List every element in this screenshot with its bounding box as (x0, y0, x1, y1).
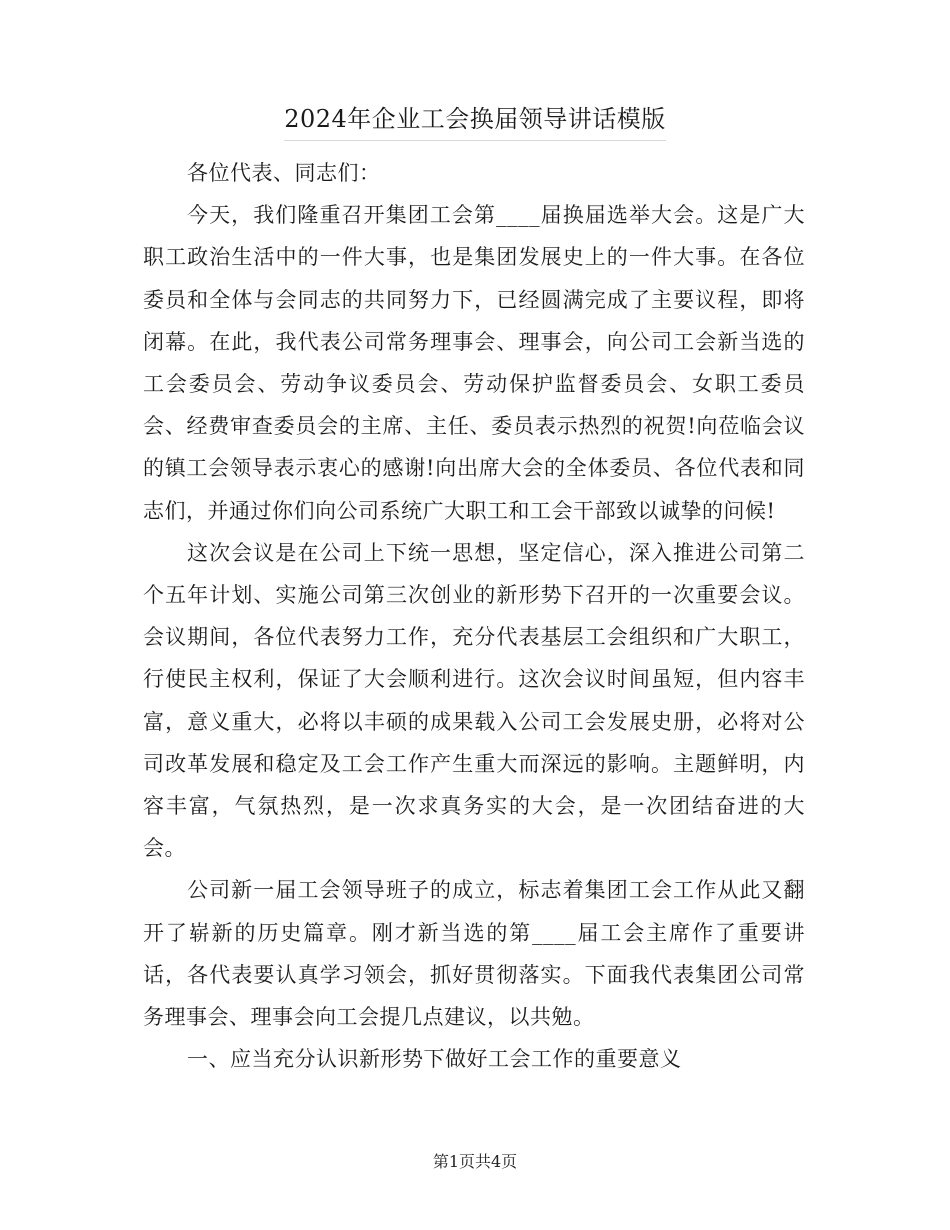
document-body (143, 152, 805, 1080)
document-title: 2024年企业工会换届领导讲话模版 (284, 100, 666, 141)
page-number-footer: 第1页共4页 (432, 1152, 518, 1171)
opening-paragraph: 今天，我们隆重召开集团工会第____届换届选举大会。这是广大职工政治生活中的一件大事，也是集团发展史上的一件大事。在各位委员和全体与会同志的共同努力下，已经圆满完成了主要议程，即将闭幕。在此，我代表公司常务理事会、理事会，向公司工会新当选的工会委员会、劳动争议委员会、劳动保护监督委员会、女职工委员会、经费审查委员会的主席、主任、委员表示热烈的祝贺!向莅临会议的镇工会领导表示衷心的感谢!向出席大会的全体委员、各位代表和同志们，并通过你们向公司系统广大职工和工会干部致以诚挚的问候! (143, 203, 805, 523)
salutation-paragraph: 各位代表、同志们： (187, 161, 381, 185)
new-leadership-paragraph: 公司新一届工会领导班子的成立，标志着集团工会工作从此又翻开了崭新的历史篇章。刚才新当选的第____届工会主席作了重要讲话，各代表要认真学习领会，抓好贯彻落实。下面我代表集团公司常务理事会、理事会向工会提几点建议，以共勉。 (143, 878, 805, 1030)
meeting-significance-paragraph: 这次会议是在公司上下统一思想，坚定信心，深入推进公司第二个五年计划、实施公司第三次创业的新形势下召开的一次重要会议。会议期间，各位代表努力工作，充分代表基层工会组织和广大职工，行使民主权利，保证了大会顺利进行。这次会议时间虽短，但内容丰富，意义重大，必将以丰硕的成果载入公司工会发展史册，必将对公司改革发展和稳定及工会工作产生重大而深远的影响。主题鲜明，内容丰富，气氛热烈，是一次求真务实的大会，是一次团结奋进的大会。 (143, 540, 805, 861)
section-heading-paragraph: 一、应当充分认识新形势下做好工会工作的重要意义 (187, 1047, 682, 1072)
title-container (0, 100, 950, 141)
